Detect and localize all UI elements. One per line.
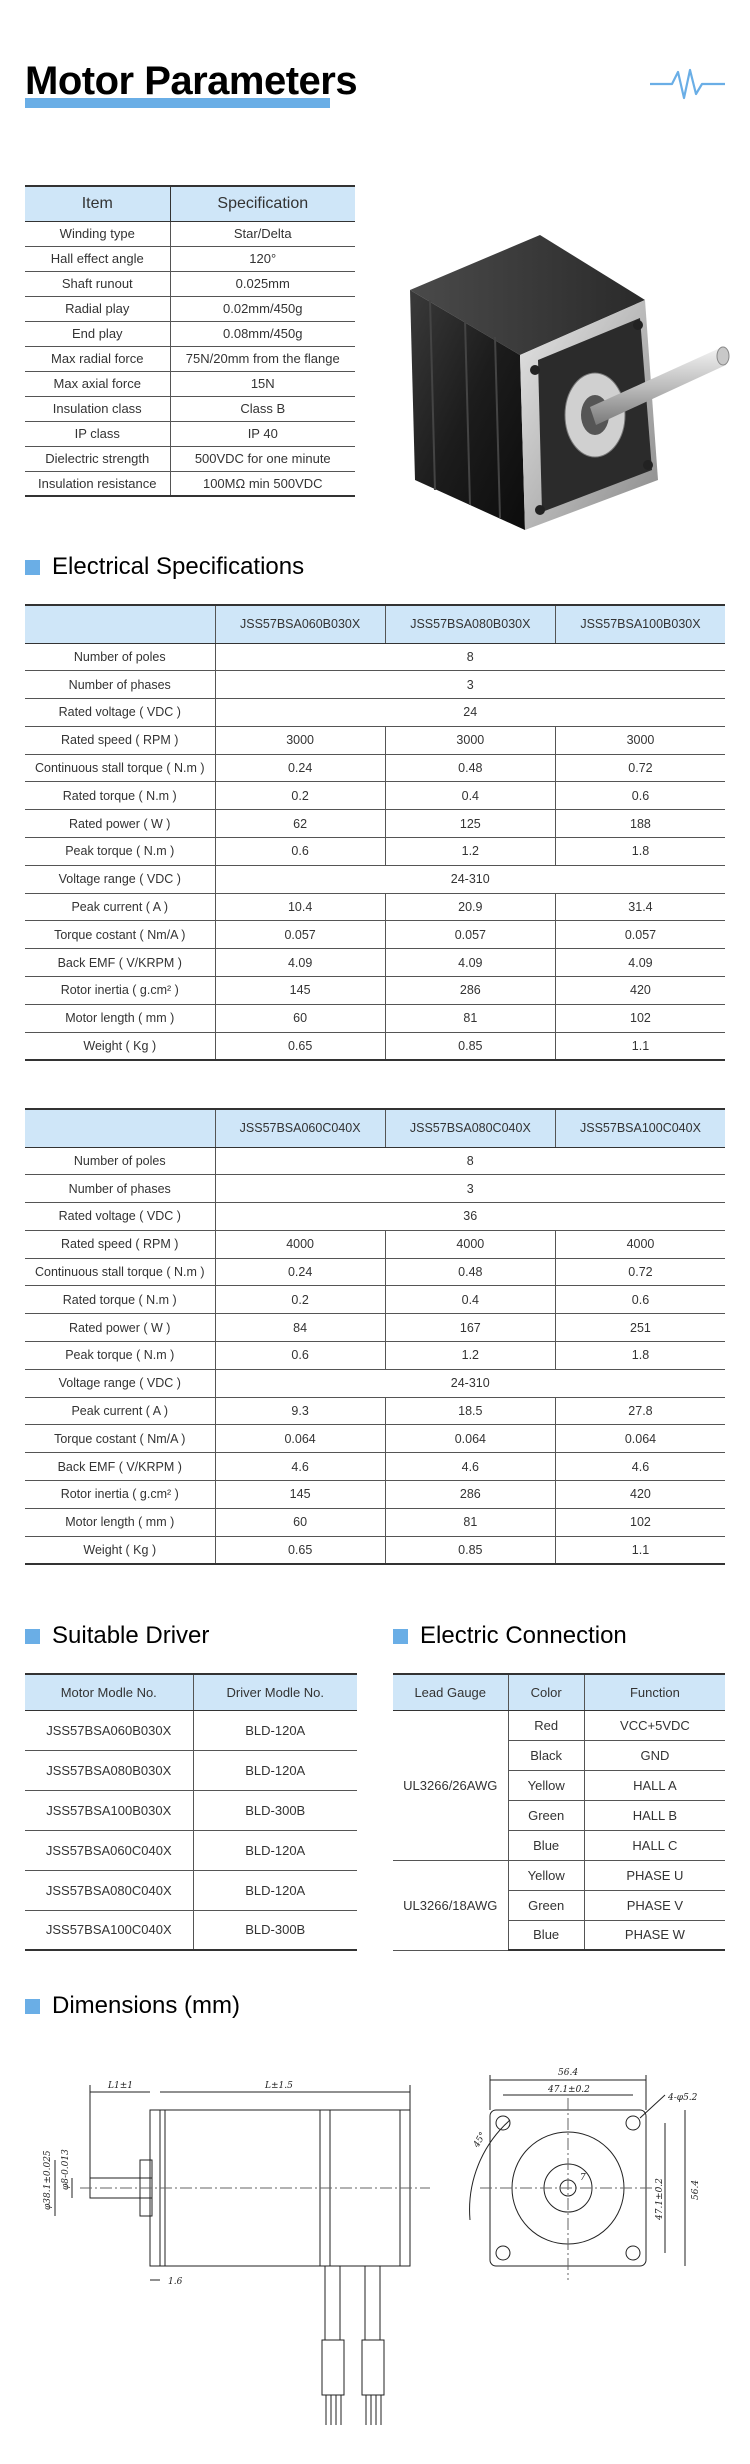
col-header-driver-model: Driver Modle No.	[193, 1674, 357, 1710]
wire-color: Black	[508, 1740, 584, 1770]
table-row	[25, 1425, 725, 1453]
side-view	[55, 2085, 430, 2425]
spec-value: 20.9	[385, 893, 555, 921]
col-header-motor-model: Motor Modle No.	[25, 1674, 193, 1710]
param-item: End play	[25, 321, 170, 346]
wire-color: Green	[508, 1800, 584, 1830]
spec-value: 0.65	[215, 1536, 385, 1564]
spec-label: Rotor inertia ( g.cm² )	[25, 1481, 215, 1509]
spec-value: 1.8	[555, 1342, 725, 1370]
spec-label: Number of poles	[25, 643, 215, 671]
table-row	[25, 1750, 357, 1790]
driver-motor-model: JSS57BSA100C040X	[25, 1910, 193, 1950]
spec-value: 4000	[555, 1230, 725, 1258]
spec-value: 10.4	[215, 893, 385, 921]
dim-body-length: L±1.5	[265, 2081, 293, 2091]
spec-label: Voltage range ( VDC )	[25, 1369, 215, 1397]
table-row	[25, 421, 355, 446]
section-dimensions	[25, 1992, 240, 2020]
spec-value: 4.09	[215, 949, 385, 977]
parameters-header-row	[25, 186, 355, 221]
wire-color: Red	[508, 1710, 584, 1740]
spec-value: 0.057	[555, 921, 725, 949]
param-item: IP class	[25, 421, 170, 446]
param-value: Class B	[170, 396, 355, 421]
wire-function: HALL B	[584, 1800, 725, 1830]
spec-value: 1.2	[385, 838, 555, 866]
spec-value-shared: 24-310	[215, 865, 725, 893]
spec-label: Peak torque ( N.m )	[25, 838, 215, 866]
parameters-body	[25, 221, 355, 496]
spec-value: 251	[555, 1314, 725, 1342]
spec-value: 286	[385, 977, 555, 1005]
page-title: Motor Parameters	[25, 59, 358, 103]
waveform-icon	[650, 66, 725, 102]
spec-value: 0.6	[555, 782, 725, 810]
wire-color: Green	[508, 1890, 584, 1920]
table-row	[25, 699, 725, 727]
table-row	[25, 1536, 725, 1564]
spec-label: Peak torque ( N.m )	[25, 1342, 215, 1370]
table-row	[25, 643, 725, 671]
driver-model: BLD-300B	[193, 1790, 357, 1830]
param-value: 0.08mm/450g	[170, 321, 355, 346]
spec-value-shared: 24-310	[215, 1369, 725, 1397]
table-row	[393, 1710, 725, 1740]
param-item: Insulation resistance	[25, 471, 170, 496]
table-row	[25, 893, 725, 921]
spec-value: 62	[215, 810, 385, 838]
front-view	[470, 2075, 685, 2280]
dim-front-flange: L1±1	[108, 2081, 133, 2091]
spec-value: 0.4	[385, 782, 555, 810]
table-row	[25, 1147, 725, 1175]
spec-value: 167	[385, 1314, 555, 1342]
wire-color: Yellow	[508, 1770, 584, 1800]
lead-gauge: UL3266/26AWG	[393, 1710, 508, 1860]
spec-value: 420	[555, 1481, 725, 1509]
table-row	[25, 246, 355, 271]
spec-value: 4000	[385, 1230, 555, 1258]
table-row	[25, 1175, 725, 1203]
driver-model: BLD-120A	[193, 1830, 357, 1870]
spec-value: 0.057	[385, 921, 555, 949]
param-item: Max radial force	[25, 346, 170, 371]
dim-height: 56.4	[691, 2179, 701, 2200]
spec-value: 0.6	[215, 838, 385, 866]
table-row	[25, 1508, 725, 1536]
col-header-lead-gauge: Lead Gauge	[393, 1674, 508, 1710]
table-row	[25, 1258, 725, 1286]
spec-label: Number of poles	[25, 1147, 215, 1175]
dim-angle: 45°	[471, 2130, 489, 2150]
electrical-table-c040	[25, 1108, 725, 1565]
spec-value: 31.4	[555, 893, 725, 921]
spec1-body	[25, 643, 725, 1060]
spec-label: Continuous stall torque ( N.m )	[25, 1258, 215, 1286]
spec-value: 188	[555, 810, 725, 838]
spec-value: 145	[215, 1481, 385, 1509]
table-row	[25, 1314, 725, 1342]
dim-flat: 7	[580, 2173, 586, 2183]
spec-label: Back EMF ( V/KRPM )	[25, 949, 215, 977]
motor-product-image	[390, 230, 735, 560]
table-row	[25, 1870, 357, 1910]
driver-motor-model: JSS57BSA080B030X	[25, 1750, 193, 1790]
page-title-block	[25, 58, 357, 104]
table-row	[25, 838, 725, 866]
spec-label: Peak current ( A )	[25, 893, 215, 921]
section-title-connection: Electric Connection	[420, 1622, 627, 1649]
param-value: IP 40	[170, 421, 355, 446]
spec-value: 27.8	[555, 1397, 725, 1425]
spec-value: 3000	[555, 726, 725, 754]
driver-motor-model: JSS57BSA080C040X	[25, 1870, 193, 1910]
param-value: 500VDC for one minute	[170, 446, 355, 471]
section-marker	[25, 560, 40, 575]
param-value: 0.02mm/450g	[170, 296, 355, 321]
wire-function: PHASE W	[584, 1920, 725, 1950]
connection-header-row	[393, 1674, 725, 1710]
col-header-model: JSS57BSA080B030X	[385, 605, 555, 643]
spec-value-shared: 3	[215, 1175, 725, 1203]
spec-label: Rated speed ( RPM )	[25, 1230, 215, 1258]
param-item: Radial play	[25, 296, 170, 321]
spec-value: 81	[385, 1508, 555, 1536]
table-row	[25, 726, 725, 754]
parameters-table	[25, 185, 355, 497]
spec-value: 4.6	[385, 1453, 555, 1481]
spec-value-shared: 8	[215, 643, 725, 671]
spec2-body	[25, 1147, 725, 1564]
spec-label: Rated voltage ( VDC )	[25, 1203, 215, 1231]
table-row	[25, 396, 355, 421]
spec-value: 9.3	[215, 1397, 385, 1425]
table-row	[25, 471, 355, 496]
spec-label: Rated power ( W )	[25, 1314, 215, 1342]
spec-value: 125	[385, 810, 555, 838]
spec-label: Rotor inertia ( g.cm² )	[25, 977, 215, 1005]
col-header-model: JSS57BSA060C040X	[215, 1109, 385, 1147]
spec-value: 0.2	[215, 782, 385, 810]
spec-value: 3000	[215, 726, 385, 754]
table-row	[25, 1830, 357, 1870]
section-marker	[25, 1999, 40, 2014]
param-item: Winding type	[25, 221, 170, 246]
table-row	[25, 1286, 725, 1314]
spec-value: 60	[215, 1004, 385, 1032]
col-header-model: JSS57BSA080C040X	[385, 1109, 555, 1147]
table-row	[25, 371, 355, 396]
spec-value: 0.064	[555, 1425, 725, 1453]
connection-body	[393, 1710, 725, 1950]
param-value: 15N	[170, 371, 355, 396]
spec-value: 4.6	[555, 1453, 725, 1481]
wire-color: Blue	[508, 1920, 584, 1950]
spec-value-shared: 8	[215, 1147, 725, 1175]
table-row	[25, 1032, 725, 1060]
spec-value: 1.2	[385, 1342, 555, 1370]
spec-value: 3000	[385, 726, 555, 754]
spec-value-shared: 3	[215, 671, 725, 699]
section-connection	[393, 1622, 627, 1650]
table-row	[25, 221, 355, 246]
param-value: 0.025mm	[170, 271, 355, 296]
spec-value: 4.6	[215, 1453, 385, 1481]
spec-label: Weight ( Kg )	[25, 1536, 215, 1564]
col-header-specification: Specification	[170, 186, 355, 221]
table-row	[25, 782, 725, 810]
spec-value: 102	[555, 1004, 725, 1032]
driver-model: BLD-120A	[193, 1870, 357, 1910]
spec-value: 4000	[215, 1230, 385, 1258]
spec-label: Voltage range ( VDC )	[25, 865, 215, 893]
table-row	[25, 810, 725, 838]
table-row	[393, 1860, 725, 1890]
spec-label: Motor length ( mm )	[25, 1004, 215, 1032]
spec-label: Weight ( Kg )	[25, 1032, 215, 1060]
col-header-model: JSS57BSA100B030X	[555, 605, 725, 643]
driver-model: BLD-300B	[193, 1910, 357, 1950]
spec-value: 0.057	[215, 921, 385, 949]
table-row	[25, 671, 725, 699]
dimension-drawing	[0, 2040, 750, 2464]
spec-value: 0.85	[385, 1032, 555, 1060]
spec2-header-row	[25, 1109, 725, 1147]
spec-label: Number of phases	[25, 1175, 215, 1203]
driver-body	[25, 1710, 357, 1950]
spec-label: Peak current ( A )	[25, 1397, 215, 1425]
col-header-function: Function	[584, 1674, 725, 1710]
spec-value: 1.1	[555, 1032, 725, 1060]
driver-motor-model: JSS57BSA060C040X	[25, 1830, 193, 1870]
spec-value-shared: 24	[215, 699, 725, 727]
wire-color: Blue	[508, 1830, 584, 1860]
spec-value: 0.72	[555, 754, 725, 782]
spec-value: 0.2	[215, 1286, 385, 1314]
spec-value: 1.1	[555, 1536, 725, 1564]
table-row	[25, 321, 355, 346]
wire-function: VCC+5VDC	[584, 1710, 725, 1740]
spec-value: 81	[385, 1004, 555, 1032]
col-header-blank	[25, 1109, 215, 1147]
spec-value: 0.064	[385, 1425, 555, 1453]
spec-value: 0.48	[385, 754, 555, 782]
table-row	[25, 977, 725, 1005]
spec-label: Rated torque ( N.m )	[25, 1286, 215, 1314]
wire-function: PHASE V	[584, 1890, 725, 1920]
param-item: Hall effect angle	[25, 246, 170, 271]
spec-value: 60	[215, 1508, 385, 1536]
section-driver	[25, 1622, 209, 1650]
param-item: Max axial force	[25, 371, 170, 396]
table-row	[25, 1230, 725, 1258]
param-item: Insulation class	[25, 396, 170, 421]
param-value: 120°	[170, 246, 355, 271]
spec-value: 0.4	[385, 1286, 555, 1314]
param-value: Star/Delta	[170, 221, 355, 246]
section-title-electrical: Electrical Specifications	[52, 553, 305, 580]
table-row	[25, 446, 355, 471]
spec-label: Rated speed ( RPM )	[25, 726, 215, 754]
table-row	[25, 921, 725, 949]
spec-value: 4.09	[385, 949, 555, 977]
table-row	[25, 1790, 357, 1830]
col-header-model: JSS57BSA100C040X	[555, 1109, 725, 1147]
spec-value: 0.72	[555, 1258, 725, 1286]
driver-table	[25, 1673, 357, 1951]
spec-label: Motor length ( mm )	[25, 1508, 215, 1536]
spec-value: 102	[555, 1508, 725, 1536]
spec-label: Torque costant ( Nm/A )	[25, 921, 215, 949]
spec-value: 4.09	[555, 949, 725, 977]
section-title-dimensions: Dimensions (mm)	[52, 1992, 241, 2019]
dim-shaft-dia: φ8-0.013	[61, 2149, 71, 2190]
table-row	[25, 1342, 725, 1370]
driver-model: BLD-120A	[193, 1710, 357, 1750]
wire-function: PHASE U	[584, 1860, 725, 1890]
spec-value: 286	[385, 1481, 555, 1509]
wire-function: GND	[584, 1740, 725, 1770]
spec-label: Number of phases	[25, 671, 215, 699]
spec-value: 0.6	[215, 1342, 385, 1370]
wire-color: Yellow	[508, 1860, 584, 1890]
table-row	[25, 1397, 725, 1425]
spec-value: 0.24	[215, 754, 385, 782]
spec1-header-row	[25, 605, 725, 643]
lead-gauge: UL3266/18AWG	[393, 1860, 508, 1950]
dim-flange-thk: 1.6	[168, 2277, 183, 2287]
table-row	[25, 949, 725, 977]
dim-pilot-dia: φ38.1±0.025	[43, 2150, 53, 2210]
driver-header-row	[25, 1674, 357, 1710]
table-row	[25, 754, 725, 782]
section-title-driver: Suitable Driver	[52, 1622, 210, 1649]
spec-value: 145	[215, 977, 385, 1005]
param-value: 75N/20mm from the flange	[170, 346, 355, 371]
driver-motor-model: JSS57BSA100B030X	[25, 1790, 193, 1830]
spec-value: 84	[215, 1314, 385, 1342]
spec-label: Rated torque ( N.m )	[25, 782, 215, 810]
spec-value: 18.5	[385, 1397, 555, 1425]
spec-label: Back EMF ( V/KRPM )	[25, 1453, 215, 1481]
table-row	[25, 1481, 725, 1509]
spec-value: 0.48	[385, 1258, 555, 1286]
section-marker	[25, 1629, 40, 1644]
dim-width: 56.4	[558, 2068, 579, 2078]
spec-value: 0.6	[555, 1286, 725, 1314]
table-row	[25, 1453, 725, 1481]
driver-model: BLD-120A	[193, 1750, 357, 1790]
table-row	[25, 296, 355, 321]
electrical-table-b030	[25, 604, 725, 1061]
table-row	[25, 271, 355, 296]
table-row	[25, 1369, 725, 1397]
table-row	[25, 346, 355, 371]
col-header-model: JSS57BSA060B030X	[215, 605, 385, 643]
param-item: Shaft runout	[25, 271, 170, 296]
param-value: 100MΩ min 500VDC	[170, 471, 355, 496]
spec-value: 0.85	[385, 1536, 555, 1564]
dim-hole-spacing-top: 47.1±0.2	[548, 2085, 590, 2095]
col-header-item: Item	[25, 186, 170, 221]
spec-value-shared: 36	[215, 1203, 725, 1231]
spec-label: Torque costant ( Nm/A )	[25, 1425, 215, 1453]
section-electrical	[25, 553, 304, 581]
wire-function: HALL A	[584, 1770, 725, 1800]
table-row	[25, 1710, 357, 1750]
wire-function: HALL C	[584, 1830, 725, 1860]
spec-label: Rated voltage ( VDC )	[25, 699, 215, 727]
param-item: Dielectric strength	[25, 446, 170, 471]
spec-label: Continuous stall torque ( N.m )	[25, 754, 215, 782]
table-row	[25, 865, 725, 893]
driver-motor-model: JSS57BSA060B030X	[25, 1710, 193, 1750]
spec-value: 0.65	[215, 1032, 385, 1060]
table-row	[25, 1004, 725, 1032]
spec-value: 420	[555, 977, 725, 1005]
dim-holes: 4-φ5.2	[668, 2093, 698, 2103]
spec-value: 0.064	[215, 1425, 385, 1453]
col-header-color: Color	[508, 1674, 584, 1710]
spec-label: Rated power ( W )	[25, 810, 215, 838]
spec-value: 1.8	[555, 838, 725, 866]
connection-table	[393, 1673, 725, 1951]
spec-value: 0.24	[215, 1258, 385, 1286]
col-header-blank	[25, 605, 215, 643]
section-marker	[393, 1629, 408, 1644]
table-row	[25, 1910, 357, 1950]
table-row	[25, 1203, 725, 1231]
dim-hole-spacing-side: 47.1±0.2	[655, 2178, 665, 2220]
